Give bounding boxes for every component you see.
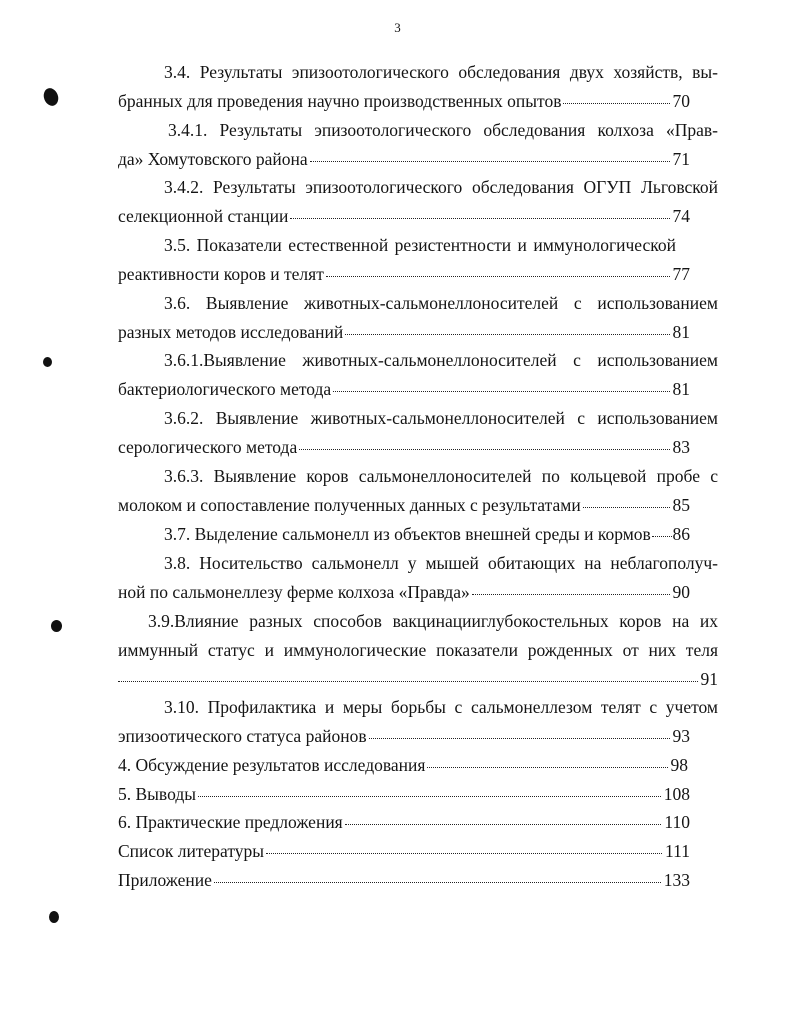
toc-entry-title: 3.9.Влияние разных способов вакцинацииглубокостельных коров на их xyxy=(148,611,718,631)
toc-entry xyxy=(118,549,718,607)
toc-entry-title-cont: эпизоотического статуса районов xyxy=(118,726,367,746)
toc-entry-line xyxy=(118,260,690,289)
ink-blot xyxy=(49,911,59,923)
toc-entry-title: 3.6.1.Выявление животных-сальмонеллоносителей с использованием xyxy=(164,350,718,370)
toc-page-number: 90 xyxy=(672,582,690,602)
toc-entry-line xyxy=(118,751,688,780)
toc-entry-title: 4. Обсуждение результатов исследования xyxy=(118,755,426,775)
toc-entry-title: 3.6. Выявление животных-сальмонеллоносителей с использованием xyxy=(164,293,718,313)
toc-page-number: 77 xyxy=(672,264,690,284)
dot-leader xyxy=(345,824,662,825)
toc-entry xyxy=(118,116,718,174)
toc-page-number: 98 xyxy=(670,755,688,775)
toc-entry-line xyxy=(118,491,690,520)
toc-entry-title: Приложение xyxy=(118,870,212,890)
ink-blot xyxy=(43,357,52,367)
toc-page-number: 110 xyxy=(664,812,690,832)
dot-leader xyxy=(326,276,670,277)
toc-entry xyxy=(118,808,718,837)
toc-entry xyxy=(118,289,718,347)
dot-leader xyxy=(118,681,698,682)
toc-page-number: 91 xyxy=(700,669,718,689)
toc-entry-title-cont: реактивности коров и телят xyxy=(118,264,324,284)
toc-entry xyxy=(118,404,718,462)
dot-leader xyxy=(427,767,667,768)
toc-entry xyxy=(118,866,718,895)
toc-entry-title-cont: иммунный статус и иммунологические показатели рожденных от них теля xyxy=(118,640,718,660)
dot-leader xyxy=(333,391,669,392)
toc-entry-title: 3.10. Профилактика и меры борьбы с сальмонеллезом телят с учетом xyxy=(164,697,718,717)
toc-entry-line xyxy=(118,433,690,462)
dot-leader xyxy=(652,536,672,537)
page-number: 3 xyxy=(394,20,401,35)
ink-blot xyxy=(51,620,62,632)
toc-entry-title-cont: бактериологического метода xyxy=(118,379,332,399)
toc-entry-title: Список литературы xyxy=(118,841,265,861)
toc-entry-title-cont: селекционной станции xyxy=(118,206,289,226)
toc-entry-title-cont: бранных для проведения научно производственных опытов xyxy=(118,91,562,111)
toc-page-number: 83 xyxy=(672,437,690,457)
toc-page-number: 93 xyxy=(672,726,690,746)
toc-page-number: 111 xyxy=(665,841,690,861)
dot-leader xyxy=(583,507,670,508)
toc-entry xyxy=(118,520,718,549)
toc-entry xyxy=(118,693,718,751)
toc-entry-line xyxy=(118,520,690,549)
toc-entry-title-cont: молоком и сопоставление полученных данных с результатами xyxy=(118,495,581,515)
toc-entry-line xyxy=(118,145,690,174)
toc-entry-line xyxy=(118,375,690,404)
toc-entry-title: 3.5. Показатели естественной резистентности и иммунологической xyxy=(164,235,676,255)
toc-entry xyxy=(118,780,718,809)
toc-entry xyxy=(118,837,718,866)
dot-leader xyxy=(198,796,661,797)
toc-entry xyxy=(118,346,718,404)
dot-leader xyxy=(563,103,669,104)
toc-entry-line xyxy=(118,202,690,231)
toc-entry-title-cont: серологического метода xyxy=(118,437,298,457)
dot-leader xyxy=(214,882,661,883)
toc-entry-title: 3.7. Выделение сальмонелл из объектов внешней среды и кормов xyxy=(164,524,651,544)
toc-entry-line xyxy=(118,578,690,607)
toc-entry-line xyxy=(118,808,690,837)
toc-entry-title-cont: разных методов исследований xyxy=(118,322,344,342)
toc-entry-line xyxy=(118,866,690,895)
toc-entry-line xyxy=(118,318,690,347)
toc-entry-title: 3.6.2. Выявление животных-сальмонеллоносителей с использованием xyxy=(164,408,718,428)
toc-page-number: 70 xyxy=(672,91,690,111)
toc-page-number: 71 xyxy=(672,149,690,169)
toc-entry xyxy=(118,462,718,520)
toc-page-number: 81 xyxy=(672,322,690,342)
toc-entry-title: 3.4.2. Результаты эпизоотологического обследования ОГУП Льговской xyxy=(164,177,718,197)
toc-page-number: 108 xyxy=(663,784,690,804)
toc-entry-line xyxy=(118,722,690,751)
ink-blot xyxy=(41,86,60,108)
dot-leader xyxy=(290,218,669,219)
toc-page-number: 85 xyxy=(672,495,690,515)
toc-page-number: 81 xyxy=(672,379,690,399)
dot-leader xyxy=(266,853,662,854)
toc-entry xyxy=(118,751,718,780)
toc-entry xyxy=(118,58,718,116)
toc-entry xyxy=(118,231,718,289)
toc-page-number: 133 xyxy=(663,870,690,890)
toc-entry-title: 5. Выводы xyxy=(118,784,196,804)
dot-leader xyxy=(310,161,670,162)
toc-entry-line xyxy=(118,780,690,809)
toc-entry-title-cont: да» Хомутовского района xyxy=(118,149,308,169)
toc-page-number: 74 xyxy=(672,206,690,226)
dot-leader xyxy=(345,334,669,335)
dot-leader xyxy=(472,594,670,595)
toc-entry-title-cont: ной по сальмонеллезу ферме колхоза «Правда» xyxy=(118,582,470,602)
toc-entry xyxy=(118,173,718,231)
toc-entry-title: 3.6.3. Выявление коров сальмонеллоносителей по кольцевой пробе с xyxy=(164,466,718,486)
toc-entry xyxy=(118,607,718,694)
toc-page-number: 86 xyxy=(672,524,690,544)
toc-entry-title: 3.8. Носительство сальмонелл у мышей обитающих на неблагополуч- xyxy=(164,553,718,573)
toc-entry-line xyxy=(118,87,690,116)
toc-entry-line xyxy=(118,837,690,866)
toc-entry-title: 3.4. Результаты эпизоотологического обследования двух хозяйств, вы- xyxy=(164,62,718,82)
toc-entry-line xyxy=(118,665,718,694)
toc-entry-title: 3.4.1. Результаты эпизоотологического обследования колхоза «Прав- xyxy=(168,120,718,140)
toc-entry-title: 6. Практические предложения xyxy=(118,812,343,832)
dot-leader xyxy=(369,738,670,739)
dot-leader xyxy=(299,449,669,450)
